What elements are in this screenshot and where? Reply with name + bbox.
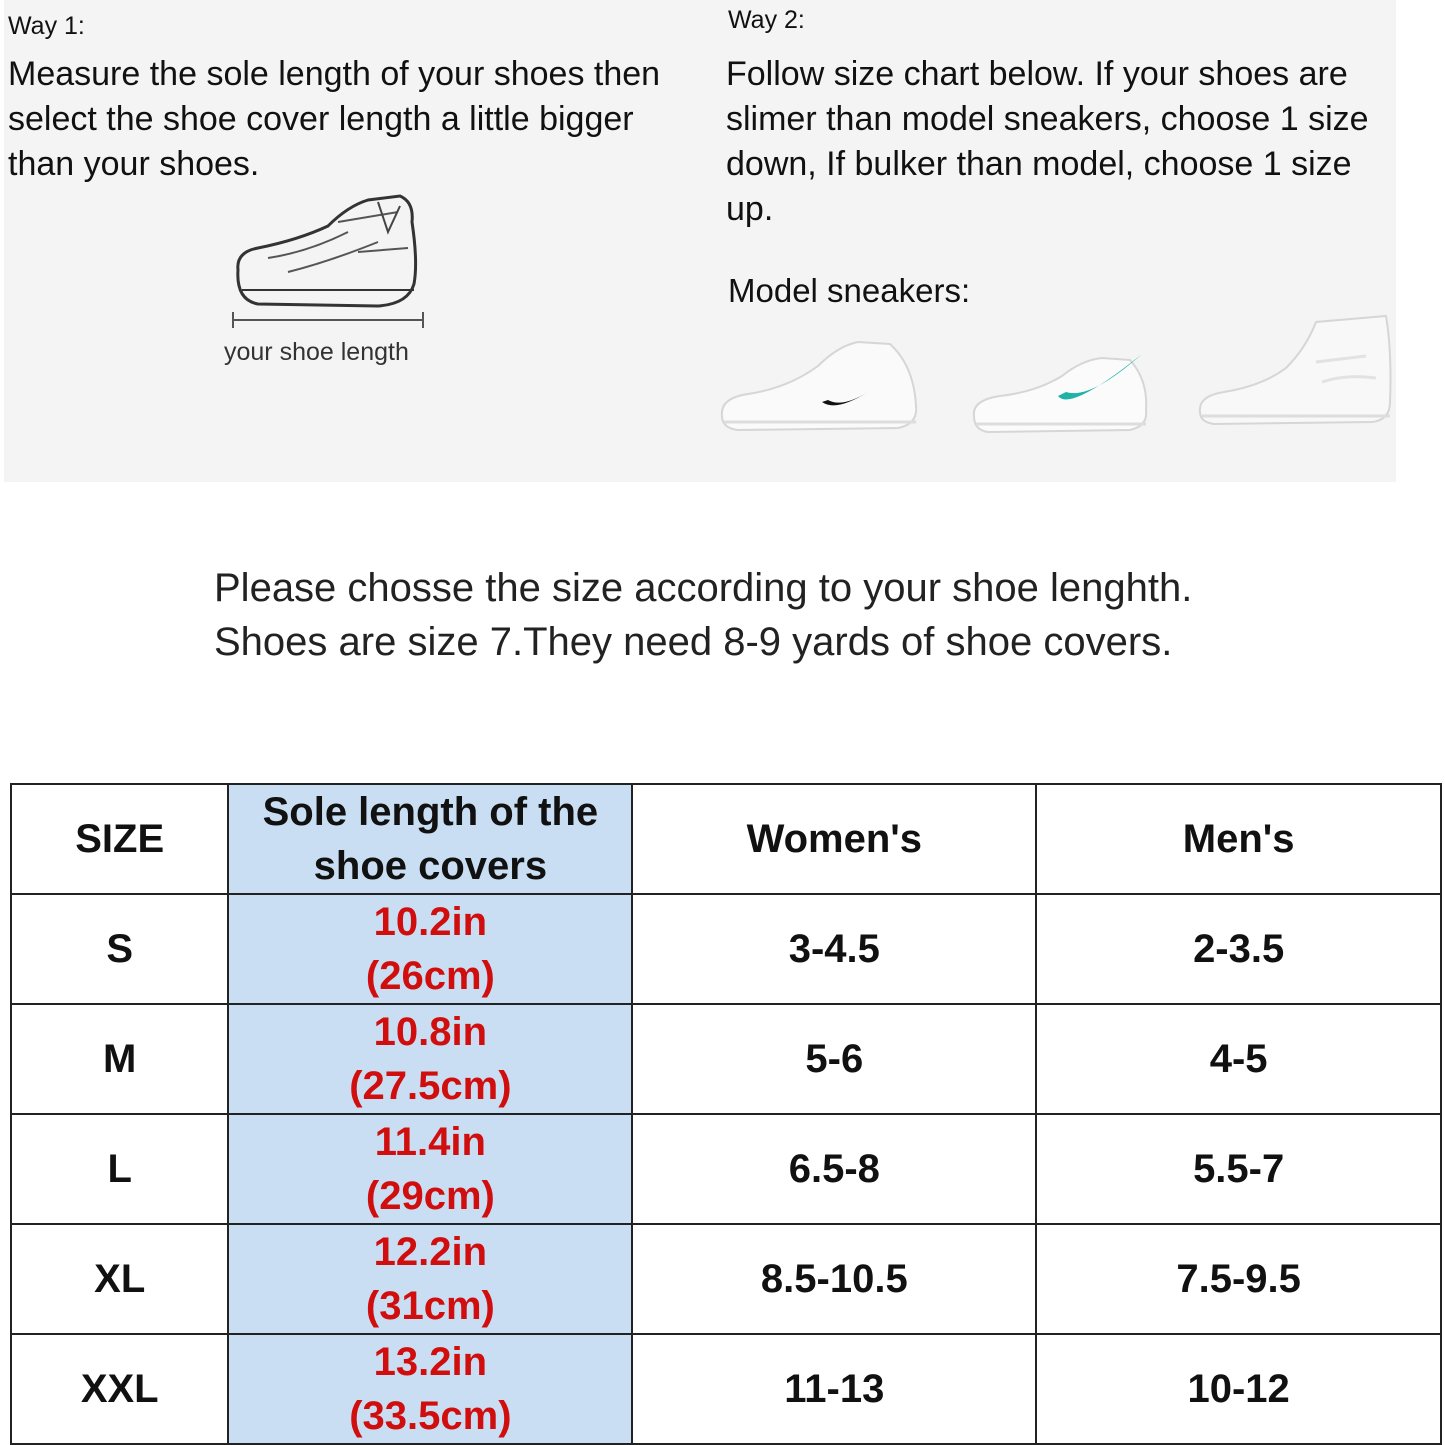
instruction-line-2: Shoes are size 7.They need 8-9 yards of shoe covers. [214, 620, 1173, 664]
sole-length-in: 11.4in [374, 1120, 486, 1164]
header-mens: Men's [1036, 784, 1441, 894]
table-row [11, 1334, 1441, 1444]
header-womens: Women's [632, 784, 1036, 894]
sole-length-cm: (33.5cm) [349, 1394, 512, 1438]
womens-size-cell: 6.5-8 [632, 1114, 1036, 1224]
womens-size-cell: 3-4.5 [632, 894, 1036, 1004]
size-cell: XXL [11, 1334, 228, 1444]
sole-length-cell [228, 894, 632, 1004]
mens-size-cell: 5.5-7 [1036, 1114, 1441, 1224]
sole-length-cell [228, 1224, 632, 1334]
table-row [11, 1004, 1441, 1114]
mens-size-cell: 7.5-9.5 [1036, 1224, 1441, 1334]
sole-length-cell [228, 1004, 632, 1114]
mens-size-cell: 2-3.5 [1036, 894, 1441, 1004]
size-chart-table [10, 783, 1442, 1445]
size-cell: S [11, 894, 228, 1004]
shoe-length-caption: your shoe length [224, 338, 409, 366]
mens-size-cell: 4-5 [1036, 1004, 1441, 1114]
size-cell: L [11, 1114, 228, 1224]
sole-length-cell [228, 1114, 632, 1224]
sole-length-in: 13.2in [373, 1340, 488, 1384]
header-sole-line2: shoe covers [313, 844, 548, 888]
model-sneaker-2-image [970, 350, 1150, 438]
table-row [11, 894, 1441, 1004]
sole-length-cm: (29cm) [365, 1174, 495, 1218]
header-sole-line1: Sole length of the [262, 790, 599, 834]
sole-length-cm: (26cm) [365, 954, 495, 998]
table-row [11, 1224, 1441, 1334]
womens-size-cell: 11-13 [632, 1334, 1036, 1444]
womens-size-cell: 5-6 [632, 1004, 1036, 1114]
sole-length-cm: (31cm) [365, 1284, 495, 1328]
sole-length-in: 12.2in [373, 1230, 488, 1274]
shoe-sketch-illustration [228, 192, 428, 342]
model-sneakers-label: Model sneakers: [728, 272, 971, 309]
sole-length-in: 10.8in [373, 1010, 488, 1054]
size-cell: M [11, 1004, 228, 1114]
way1-label: Way 1: [8, 12, 85, 40]
header-sole-length [228, 784, 632, 894]
sole-length-cell [228, 1334, 632, 1444]
table-header-row [11, 784, 1441, 894]
sole-length-cm: (27.5cm) [349, 1064, 512, 1108]
model-sneaker-1-image [718, 336, 923, 436]
way2-label: Way 2: [728, 6, 805, 34]
header-size: SIZE [11, 784, 228, 894]
size-cell: XL [11, 1224, 228, 1334]
womens-size-cell: 8.5-10.5 [632, 1224, 1036, 1334]
table-row [11, 1114, 1441, 1224]
instruction-line-1: Please chosse the size according to your shoe lenghth. [214, 566, 1193, 610]
model-sneaker-3-image [1196, 312, 1392, 434]
way1-text: Measure the sole length of your shoes then select the shoe cover length a little bigger than your shoes. [8, 55, 661, 183]
way2-text: Follow size chart below. If your shoes are slimer than model sneakers, choose 1 size down, If bulker than model, choose 1 size up. [726, 55, 1369, 228]
mens-size-cell: 10-12 [1036, 1334, 1441, 1444]
sole-length-in: 10.2in [373, 900, 488, 944]
